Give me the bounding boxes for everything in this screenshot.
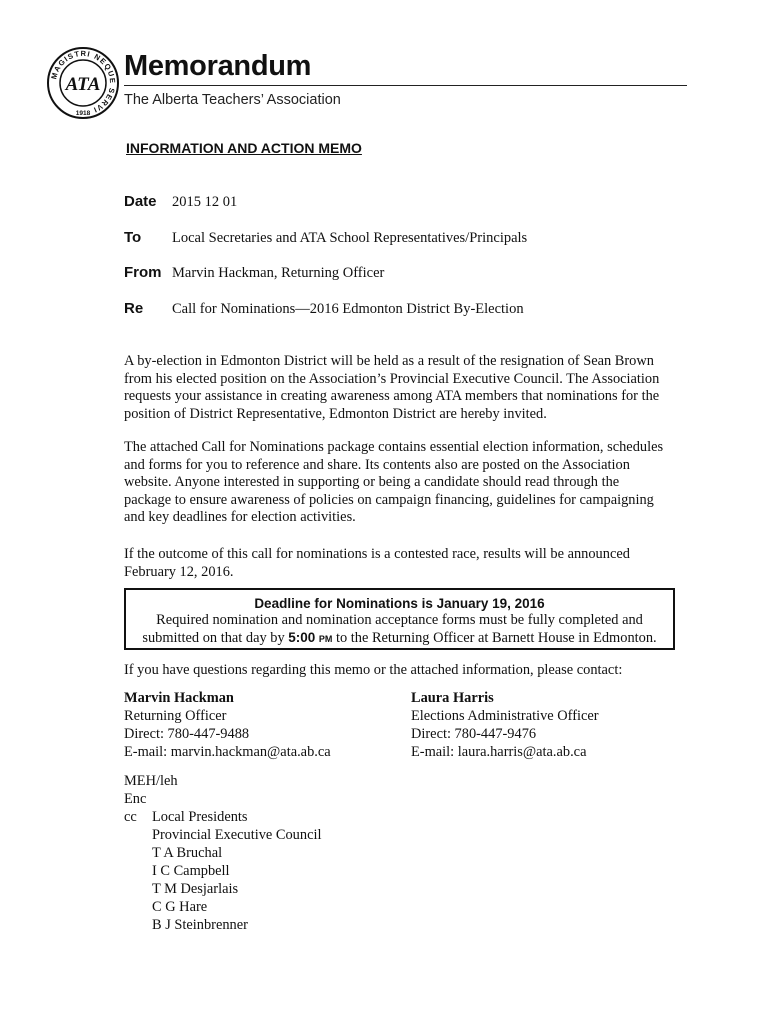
organization-name: The Alberta Teachers’ Association (124, 92, 341, 108)
contact-name: Laura Harris (411, 690, 494, 706)
contact-email: E-mail: laura.harris@ata.ab.ca (411, 744, 587, 760)
contact-title: Elections Administrative Officer (411, 708, 599, 724)
deadline-line-2-suffix: to the Returning Officer at Barnett House in Edmonton. (332, 630, 657, 646)
deadline-line-1: Required nomination and nomination acceptance forms must be fully completed and (156, 612, 643, 628)
deadline-line-2 (126, 629, 673, 648)
cc-item: Local Presidents (152, 809, 248, 825)
field-date-label: Date (124, 193, 157, 210)
field-from-label: From (124, 264, 162, 281)
field-re-value: Call for Nominations—2016 Edmonton District By-Election (172, 301, 524, 317)
deadline-time: 5:00 (288, 630, 316, 645)
contact-title: Returning Officer (124, 708, 227, 724)
contact-card-harris (411, 689, 599, 761)
deadline-time-suffix: PM (318, 634, 333, 644)
body-paragraph-1: A by-election in Edmonton District will be held as a result of the resignation of Sean Brown from his elected position on the Association’s Provincial Executive Council. The Association requests your assistance in creating awareness among ATA members that nominations for the position of District Representative, Edmonton District are hereby invited. (124, 353, 660, 422)
cc-item: Provincial Executive Council (152, 827, 322, 843)
cc-item: T A Bruchal (152, 845, 223, 861)
body-paragraph-2: The attached Call for Nominations package contains essential election information, schedules and forms for you to reference and share. Its contents also are posted on the Association website. Anyone interested in supporting or being a candidate should read through the package to ensure awareness of policies on campaign financing, guidelines for campaigning and key deadlines for election activities. (124, 439, 664, 526)
header-rule (124, 85, 687, 86)
contact-phone: Direct: 780-447-9476 (411, 726, 537, 742)
memo-title: Memorandum (124, 50, 312, 82)
contact-intro: If you have questions regarding this memo or the attached information, please contact: (124, 662, 623, 678)
field-to-value: Local Secretaries and ATA School Representatives/Principals (172, 230, 528, 246)
field-from-value: Marvin Hackman, Returning Officer (172, 265, 385, 281)
field-re-label: Re (124, 300, 144, 317)
ata-seal-logo (46, 46, 120, 120)
contact-email: E-mail: marvin.hackman@ata.ab.ca (124, 744, 331, 760)
memo-type-heading: INFORMATION AND ACTION MEMO (126, 140, 362, 156)
body-paragraph-3: If the outcome of this call for nominations is a contested race, results will be announced February 12, 2016. (124, 546, 630, 580)
footer-enc: Enc (124, 791, 147, 807)
cc-item: I C Campbell (152, 863, 230, 879)
deadline-title: Deadline for Nominations is January 19, 2016 (254, 596, 545, 611)
seal-ring-text: MAGISTRI NEQUE SERVI (49, 48, 118, 115)
footer-initials: MEH/leh (124, 773, 178, 789)
seal-year-text: 1918 (75, 110, 91, 117)
cc-item: B J Steinbrenner (152, 917, 248, 933)
contact-card-hackman (124, 689, 331, 761)
contact-phone: Direct: 780-447-9488 (124, 726, 250, 742)
deadline-notice-box (124, 588, 675, 650)
field-date-value: 2015 12 01 (172, 194, 238, 210)
deadline-line-2-prefix: submitted on that day by (142, 630, 289, 646)
cc-item: C G Hare (152, 899, 208, 915)
contact-name: Marvin Hackman (124, 690, 234, 706)
field-to-label: To (124, 229, 142, 246)
cc-item: T M Desjarlais (152, 881, 239, 897)
footer-cc-label: cc (124, 809, 137, 825)
seal-monogram: ATA (65, 74, 101, 95)
